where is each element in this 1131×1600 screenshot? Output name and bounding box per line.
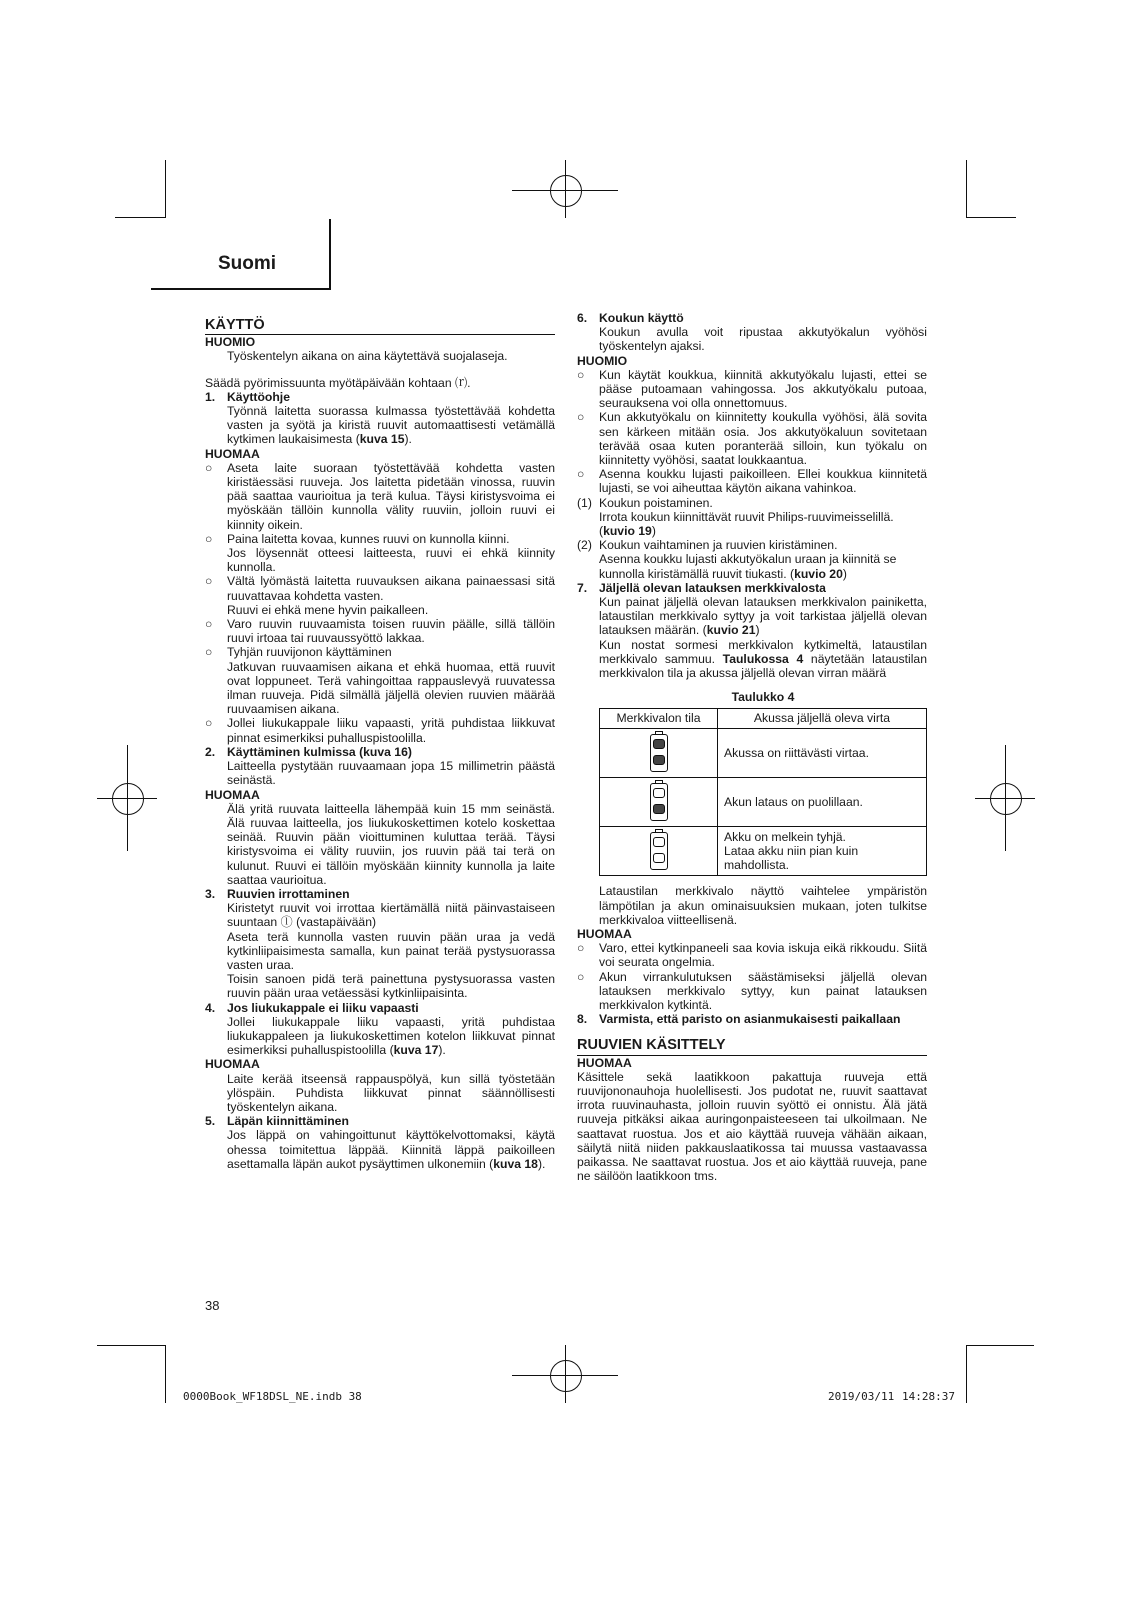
step-text: Kun painat jäljellä olevan latauksen merkkivalon painiketta, lataustilan merkkivalo syttyy ja voit tarkistaa jäljellä olevan latauksen määrän. (kuvio 21) Kun nostat sormesi merkkivalon kytkimeltä, lataustilan merkkivalo sammuu. Taulukossa 4 näytetään lataustilan merkkivalon tila ja akussa jäljellä olevan virran määrä	[599, 595, 927, 681]
rotation-text: Säädä pyörimissuunta myötäpäivään kohtaan ⒭.	[205, 375, 471, 390]
step-text: Koukun avulla voit ripustaa akkutyökalun vyöhösi työskentelyn ajaksi.	[599, 325, 927, 354]
step-heading: 3. Ruuvien irrottaminen	[205, 886, 350, 901]
charge-table	[599, 708, 927, 876]
list-item: ○ Kun akkutyökalu on kiinnitetty koukulla vyöhösi, älä sovita sen kärkeen mitään osia. Jos akkutyökaluun sovitetaan terävää osaa kuten poranterää silloin, kun työkalu on kiinnitetty vyöhösi, saatat loukkaantua.	[577, 410, 927, 468]
list-item: ○ Aseta laite suoraan työstettävää kohdetta vasten kiristäessäsi ruuveja. Jos laitetta pidetään vinossa, ruuvin pää saattaa vaurioitua ja terä kulua. Täysi kiristysvoima ei myöskään tällöin kunnolla välity ruuviin, jolloin ruuvi ei kiinnity oikein.	[205, 460, 555, 532]
step-text: Lataustilan merkkivalo näyttö vaihtelee ympäristön lämpötilan ja akun ominaisuuksien mukaan, joten tulkitse merkkivaloa viitteellisenä.	[599, 884, 927, 927]
note-text: Älä yritä ruuvata laitteella lähempää kuin 15 mm seinästä. Älä ruuvaa laitteella, jos liukukoskettimen kotelo koskettaa seinää. Ruuvin pään vioittuminen kuluttaa terää. Täysi kiristysvoima ei välity ruuviin, jos ruuvin pää tai terä on kulunut. Ruuvi ei tällöin myöskään kiinnity kunnolla ja laite saattaa vaurioitua.	[227, 801, 555, 887]
table-cell: Akussa on riittävästi virtaa.	[718, 728, 927, 777]
circle-bullet-icon: ○	[577, 941, 585, 956]
handling-text: Käsittele sekä laatikkoon pakattuja ruuveja että ruuvijononauhoja huolellisesti. Jos pudotat ne, ruuvit saattavat irrota ruuvinauhasta, jolloin ruuvin syöttö ei onnistu. Älä jätä ruuveja pitkäksi aikaa auringonpaisteeseen tai ulkoilmaan. Ne saattavat ruostua. Jos et aio käyttää ruuveja vähään aikaan, säilytä niitä niiden pakkauslaatikossa tai muussa vastaavassa paikassa. Ne saattavat ruostua. Jos et aio käyttää ruuveja, pane ne säilöön laatikkoon tms.	[577, 1069, 927, 1184]
huomio-label: HUOMIO	[577, 353, 628, 368]
step-heading: 4. Jos liukukappale ei liiku vapaasti	[205, 1000, 419, 1015]
circle-bullet-icon: ○	[205, 531, 213, 546]
table-cell: Akun lataus on puolillaan.	[718, 777, 927, 826]
table-caption: Taulukko 4	[731, 690, 795, 705]
table-row	[600, 826, 927, 876]
step-heading: 2. Käyttäminen kulmissa (kuva 16)	[205, 744, 412, 759]
battery-lamp-icon	[650, 734, 668, 772]
battery-lamp-icon	[650, 832, 668, 870]
huomaa-label: HUOMAA	[205, 1057, 260, 1072]
list-item: ○ Jollei liukukappale liiku vapaasti, yritä puhdistaa liikkuvat pinnat esimerkiksi puhalluspistoolilla.	[205, 716, 555, 745]
battery-lamp-icon	[650, 783, 668, 821]
huomio-text: Työskentelyn aikana on aina käytettävä suojalaseja.	[227, 349, 508, 364]
huomaa-label: HUOMAA	[577, 1055, 632, 1070]
list-item: ○ Asenna koukku lujasti paikoilleen. Ellei koukkua kiinnitetä lujasti, se voi aiheuttaa käytön aikana vahinkoa.	[577, 467, 927, 496]
step-text: Kiristetyt ruuvit voi irrottaa kiertämällä niitä päinvastaiseen suuntaan ⓛ (vastapäivään) Aseta terä kunnolla vasten ruuvin pään uraa ja vedä kytkinliipaisimesta samalla, kun painat terää pystysuorassa vasten uraa. Toisin sanoen pidä terä painettuna pystysuorassa vasten ruuvin pään uraa vetäessäsi kytkinliipaisinta.	[227, 901, 555, 1001]
sub-step: (2) Koukun vaihtaminen ja ruuvien kiristäminen. Asenna koukku lujasti akkutyökalun uraan ja kiinnitä se kunnolla kiristämällä ruuvit tiukasti. (kuvio 20)	[577, 538, 897, 581]
sub-step: (1) Koukun poistaminen. Irrota koukun kiinnittävät ruuvit Philips-ruuvimeisselillä. (kuvio 19)	[577, 495, 894, 539]
list-item: ○ Paina laitetta kovaa, kunnes ruuvi on kunnolla kiinni. Jos löysennät otteesi laitteesta, ruuvi ei ehkä kiinnity kunnolla.	[205, 531, 555, 575]
circle-bullet-icon: ○	[205, 460, 213, 475]
list-item: ○ Varo ruuvin ruuvaamista toisen ruuvin päälle, sillä tällöin ruuvi irtoaa tai ruuvaussyöttö lakkaa.	[205, 617, 555, 646]
list-item: ○ Kun käytät koukkua, kiinnitä akkutyökalu lujasti, ettei se pääse putoamaan vahingossa. Jos akkutyökalu putoaa, seurauksena voi olla onnettomuus.	[577, 367, 927, 411]
circle-bullet-icon: ○	[577, 969, 585, 984]
circle-bullet-icon: ○	[577, 367, 585, 382]
step-heading: 6. Koukun käyttö	[577, 311, 684, 325]
huomio-label: HUOMIO	[205, 335, 256, 350]
note-list	[577, 941, 927, 1012]
huomaa-label: HUOMAA	[205, 446, 260, 461]
page-number: 38	[205, 1298, 220, 1313]
circle-bullet-icon: ○	[205, 645, 213, 660]
step-text: Laitteella pystytään ruuvaamaan jopa 15 millimetrin päästä seinästä.	[227, 759, 555, 788]
circle-bullet-icon: ○	[205, 574, 213, 589]
list-item: ○ Varo, ettei kytkinpaneeli saa kovia iskuja eikä rikkoudu. Siitä voi seurata ongelmia.	[577, 941, 927, 970]
footer-date: 2019/03/11	[828, 1390, 895, 1403]
footer-time: 14:28:37	[902, 1390, 955, 1403]
step-heading: 7. Jäljellä olevan latauksen merkkivalosta	[577, 580, 826, 595]
right-column	[577, 311, 927, 1183]
step-text: Työnnä laitetta suorassa kulmassa työstettävää kohdetta vasten ja syötä ja kiristä ruuvit automaattisesti vetämällä kytkimen laukaisimesta (kuva 15).	[227, 404, 555, 447]
left-column	[205, 318, 555, 1171]
circle-bullet-icon: ○	[577, 410, 585, 425]
step-heading: 1. Käyttöohje	[205, 389, 290, 404]
table-row	[600, 777, 927, 826]
step-text: Jollei liukukappale liiku vapaasti, yritä puhdistaa liukukappaleen ja liukukoskettimen kotelon liikkuvat pinnat esimerkiksi puhalluspistoolilla (kuva 17).	[227, 1014, 555, 1058]
language-label: Suomi	[218, 253, 277, 274]
section-heading: RUUVIEN KÄSITTELY	[577, 1038, 927, 1055]
table-row	[600, 728, 927, 777]
table-cell: Akku on melkein tyhjä. Lataa akku niin pian kuin mahdollista.	[718, 826, 927, 876]
circle-bullet-icon: ○	[205, 617, 213, 632]
list-item: ○ Tyhjän ruuvijonon käyttäminen Jatkuvan ruuvaamisen aikana et ehkä huomaa, että ruuvit ovat loppuneet. Terä vahingoittaa rappauslevyä ruuvatessa ilman ruuveja. Pidä silmällä jäljellä olevien ruuvien määrää ruuvaamisen aikana.	[205, 645, 555, 717]
huomaa-label: HUOMAA	[205, 787, 260, 802]
step-heading: 8. Varmista, että paristo on asianmukaisesti paikallaan	[577, 1012, 901, 1027]
warning-list	[577, 368, 927, 496]
table-header: Akussa jäljellä oleva virta	[718, 709, 927, 728]
huomaa-label: HUOMAA	[577, 926, 632, 941]
step-text: Jos läppä on vahingoittunut käyttökelvottomaksi, käytä ohessa toimitettua läppää. Kiinnitä läppä paikoilleen asettamalla läpän aukot pysäyttimen ulkonemiin (kuva 18).	[227, 1128, 555, 1171]
table-header: Merkkivalon tila	[600, 709, 718, 728]
list-item: ○ Akun virrankulutuksen säästämiseksi jäljellä olevan latauksen merkkivalo syttyy, kun painat latauksen merkkivalon kytkintä.	[577, 969, 927, 1012]
circle-bullet-icon: ○	[577, 467, 585, 482]
list-item: ○ Vältä lyömästä laitetta ruuvauksen aikana painaessasi sitä ruuvattavaa kohdetta vasten. Ruuvi ei ehkä mene hyvin paikalleen.	[205, 574, 555, 617]
footer-file: 0000Book_WF18DSL_NE.indb 38	[183, 1390, 362, 1403]
note-text: Laite kerää itseensä rappauspölyä, kun sillä työstetään ylöspäin. Puhdista liikkuvat pinnat säännöllisesti työskentelyn aikana.	[227, 1071, 555, 1114]
note-list	[205, 461, 555, 745]
step-heading: 5. Läpän kiinnittäminen	[205, 1114, 349, 1129]
circle-bullet-icon: ○	[205, 716, 213, 731]
section-heading: KÄYTTÖ	[205, 318, 555, 335]
